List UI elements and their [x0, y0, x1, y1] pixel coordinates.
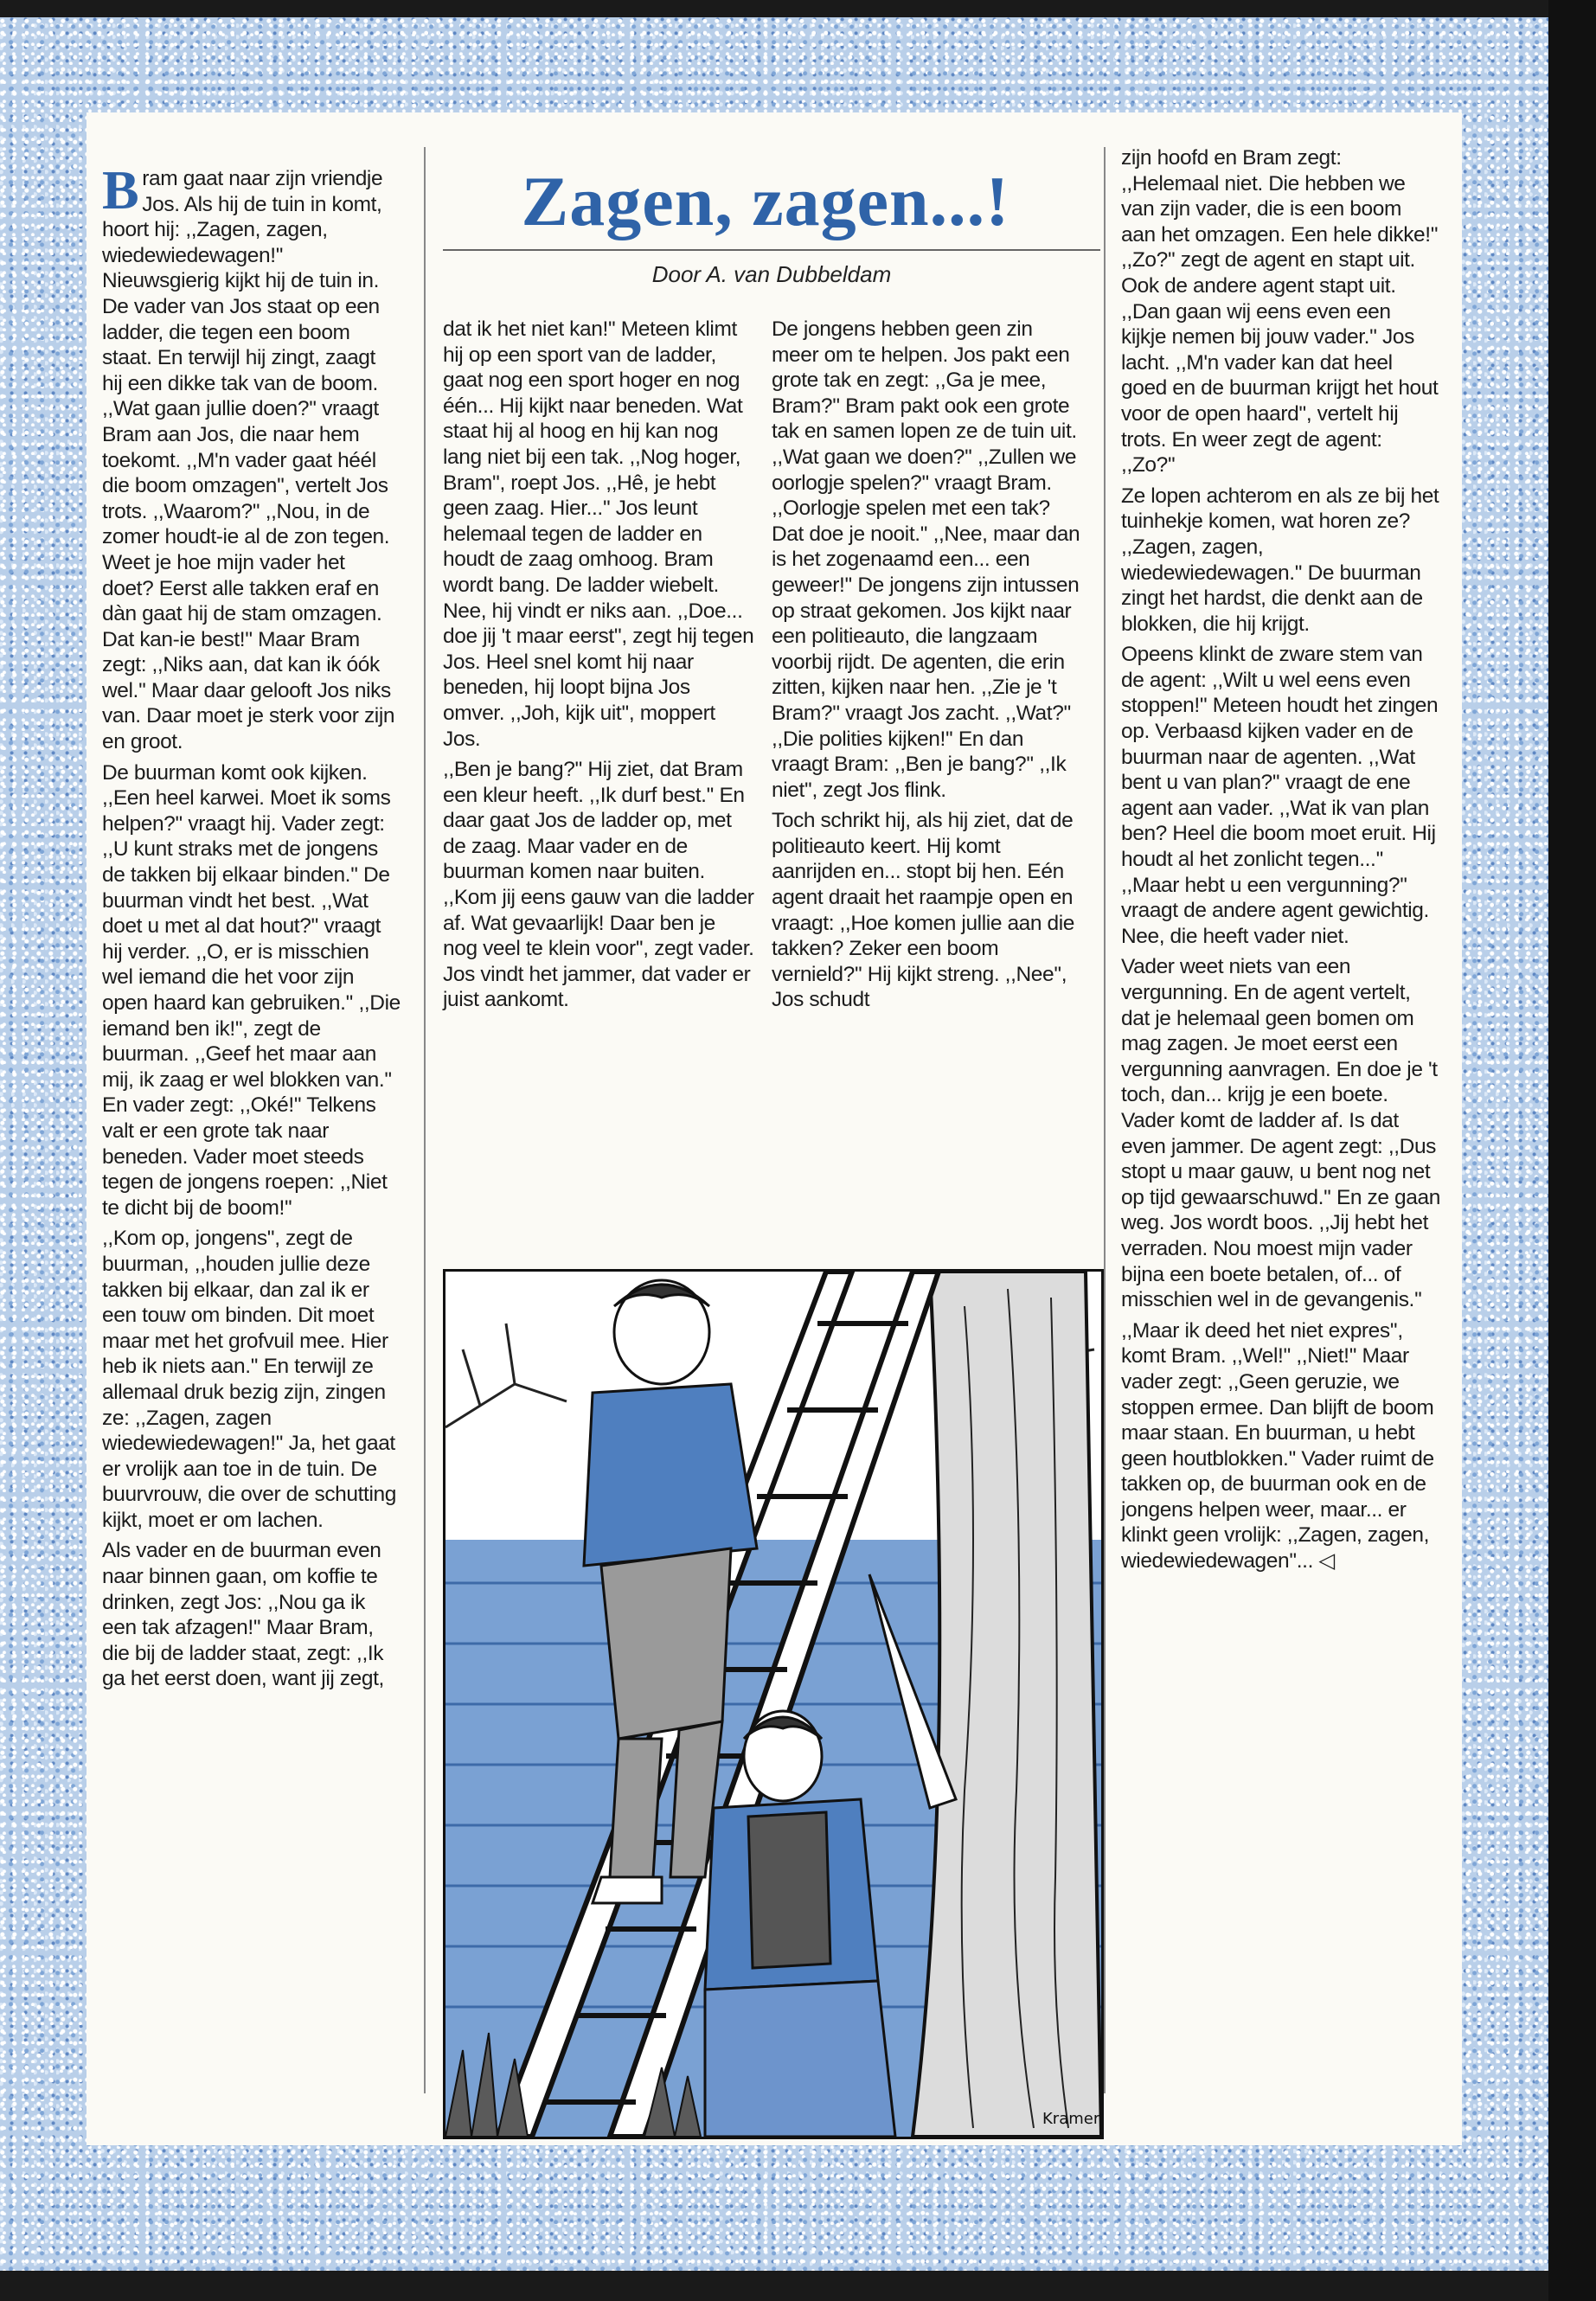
article-title: Zagen, zagen...! [521, 162, 1010, 240]
illustrator-signature: Kramer [1042, 2110, 1100, 2128]
ladder-scene-illustration [445, 1272, 1101, 2137]
paragraph: zijn hoofd en Bram zegt: ,,Helemaal niet. Die hebben we van zijn vader, die is een boom aan het omzagen. Een hele dikke!'' ,,Zo?'' zegt de agent en stapt uit. Ook de andere agent stapt uit. ,,Dan gaan wij eens even een kijkje nemen bij jouw vader.'' Jos lacht. ,,M'n vader kan dat heel goed en de buurman krijgt het hout voor de open haard'', vertelt hij trots. En weer zegt de agent: ,,Zo?'' [1121, 146, 1439, 478]
article-byline: Door A. van Dubbeldam [651, 261, 892, 287]
paragraph: ,,Ben je bang?'' Hij ziet, dat Bram een kleur heeft. ,,Ik durf best.'' En daar gaat Jos de ladder op, met de zaag. Maar vader en de buurman komen naar buiten. ,,Kom jij eens gauw van die ladder af. Wat gevaarlijk! Daar ben je nog veel te klein voor'', zegt vader. Jos vindt het jammer, dat vader er juist aankomt. [443, 758, 754, 1012]
paragraph: ,,Kom op, jongens'', zegt de buurman, ,,houden jullie deze takken bij elkaar, dan zal ik er een touw om binden. Dit moet maar met het grofvuil mee. Hier heb ik niets aan.'' En terwijl ze allemaal druk bezig zijn, zingen ze: ,,Zagen, zagen wiedewiedewagen!'' Ja, het gaat er vrolijk aan toe in de tuin. De buurvrouw, die over de schutting kijkt, moet er om lachen. [102, 1227, 396, 1532]
column-divider [424, 147, 426, 2093]
column-2 [443, 317, 754, 1013]
story-illustration [443, 1269, 1104, 2139]
paragraph: Vader weet niets van een vergunning. En de agent vertelt, dat je helemaal geen bomen om mag zagen. Je moet eerst een vergunning aanvragen. En doe je 't toch, dan... krijg je een boete. Vader komt de ladder af. Is dat even jammer. De agent zegt: ,,Dus stopt u maar gauw, u bent nog net op tijd gewaarschuwd.'' En ze gaan weg. Jos wordt boos. ,,Jij hebt het verraden. Nou moest mijn vader bijna een boete betalen, of... of misschien wel in de gevangenis.'' [1121, 955, 1440, 1312]
drop-cap: B [102, 159, 139, 221]
column-divider [1104, 147, 1106, 2093]
title-rule [443, 249, 1100, 251]
paragraph: Opeens klinkt de zware stem van de agent: ,,Wilt u wel eens even stoppen!'' Meteen houdt het zingen op. Verbaasd kijken vader en de buurman naar de agenten. ,,Wat bent u van plan?'' vraagt de ene agent aan vader. ,,Wat ik van plan ben? Heel die boom moet eruit. Hij houdt al het zonlicht tegen...'' ,,Maar hebt u een vergunning?'' vraagt de andere agent gewichtig. Nee, die heeft vader niet. [1121, 643, 1439, 948]
paragraph: De jongens hebben geen zin meer om te helpen. Jos pakt een grote tak en zegt: ,,Ga je mee, Bram?'' Bram pakt ook een grote tak en samen lopen ze de tuin uit. ,,Wat gaan we doen?'' ,,Zullen we oorlogje spelen?'' vraagt Bram. ,,Oorlogje spelen met een tak? Dat doe je nooit.'' ,,Nee, maar dan is het zogenaamd een... een geweer!'' De jongens zijn intussen op straat gekomen. Jos kijkt naar een politieauto, die langzaam voorbij rijdt. De agenten, die erin zitten, kijken naar hen. ,,Zie je 't Bram?'' vraagt Jos zacht. ,,Wat?'' ,,Die polities kijken!'' En dan vraagt Bram: ,,Ben je bang?'' ,,Ik niet'', zegt Jos flink. [772, 317, 1080, 802]
column-4 [1121, 145, 1441, 1574]
article-paper [87, 112, 1462, 2145]
page-background [0, 17, 1548, 2271]
paragraph: dat ik het niet kan!'' Meteen klimt hij op een sport van de ladder, gaat nog een sport hoger en nog één... Hij kijkt naar beneden. Wat staat hij al hoog en hij kan nog lang niet bij een tak. ,,Nog hoger, Bram'', roept Jos. ,,Hê, je hebt geen zaag. Hier...'' Jos leunt helemaal tegen de ladder en houdt de zaag omhoog. Bram wordt bang. De ladder wiebelt. Nee, hij vindt er niks aan. ,,Doe... doe jij 't maar eerst'', zegt hij tegen Jos. Heel snel komt hij naar beneden, hij loopt bijna Jos omver. ,,Joh, kijk uit'', moppert Jos. [443, 317, 754, 751]
paragraph: ,,Maar ik deed het niet expres'', komt Bram. ,,Wel!'' ,,Niet!'' Maar vader zegt: ,,Geen geruzie, we stoppen ermee. Dan blijft de boom maar staan. En buurman, u hebt geen houtblokken.'' Vader ruimt de takken op, de buurman ook en de jongens helpen weer, maar... er klinkt geen vrolijk: ,,Zagen, zagen, wiedewiedewagen''... ◁ [1121, 1318, 1434, 1574]
scan-edge [1548, 0, 1596, 2301]
paragraph: Bram gaat naar zijn vriendje Jos. Als hij de tuin in komt, hoort hij: ,,Zagen, zagen, wiedewiedewagen!'' Nieuwsgierig kijkt hij de tuin in. De vader van Jos staat op een ladder, die tegen een boom staat. En terwijl hij zingt, zaagt hij een dikke tak van de boom. ,,Wat gaan jullie doen?'' vraagt Bram aan Jos, die naar hem toekomt. ,,M'n vader gaat héél die boom omzagen'', vertelt Jos trots. ,,Waarom?'' ,,Nou, in de zomer houdt-ie al de zon tegen. Weet je hoe mijn vader het doet? Eerst alle takken eraf en dàn gaat hij de stam omzagen. Dat kan-ie best!'' Maar Bram zegt: ,,Niks aan, dat kan ik óók wel.'' Maar daar gelooft Jos niks van. Daar moet je sterk voor zijn en groot. [102, 159, 395, 754]
paragraph: Als vader en de buurman even naar binnen gaan, om koffie te drinken, zegt Jos: ,,Nou ga ik een tak afzagen!'' Maar Bram, die bij de ladder staat, zegt: ,,Ik ga het eerst doen, want jij zegt, [102, 1539, 384, 1691]
column-1 [102, 159, 401, 1692]
paragraph: Toch schrikt hij, als hij ziet, dat de politieauto keert. Hij komt aanrijden en... stopt bij hen. Eén agent draait het raampje open en vraagt: ,,Hoe komen jullie aan die takken? Zeker een boom vernield?'' Hij kijkt streng. ,,Nee'', Jos schudt [772, 809, 1075, 1012]
paragraph: De buurman komt ook kijken. ,,Een heel karwei. Moet ik soms helpen?'' vraagt hij. Vader zegt: ,,U kunt straks met de jongens de takken bij elkaar binden.'' De buurman vindt het best. ,,Wat doet u met al dat hout?'' vraagt hij verder. ,,O, er is misschien wel iemand die het voor zijn open haard kan gebruiken.'' ,,Die iemand ben ik!'', zegt de buurman. ,,Geef het maar aan mij, ik zaag er wel blokken van.'' En vader zegt: ,,Oké!'' Telkens valt er een grote tak naar beneden. Vader moet steeds tegen de jongens roepen: ,,Niet te dicht bij de boom!'' [102, 760, 401, 1220]
paragraph: Ze lopen achterom en als ze bij het tuinhekje komen, wat horen ze? ,,Zagen, zagen, wiedewiedewagen.'' De buurman zingt het hardst, die denkt aan de blokken, die hij krijgt. [1121, 484, 1439, 636]
column-3 [772, 317, 1083, 1013]
